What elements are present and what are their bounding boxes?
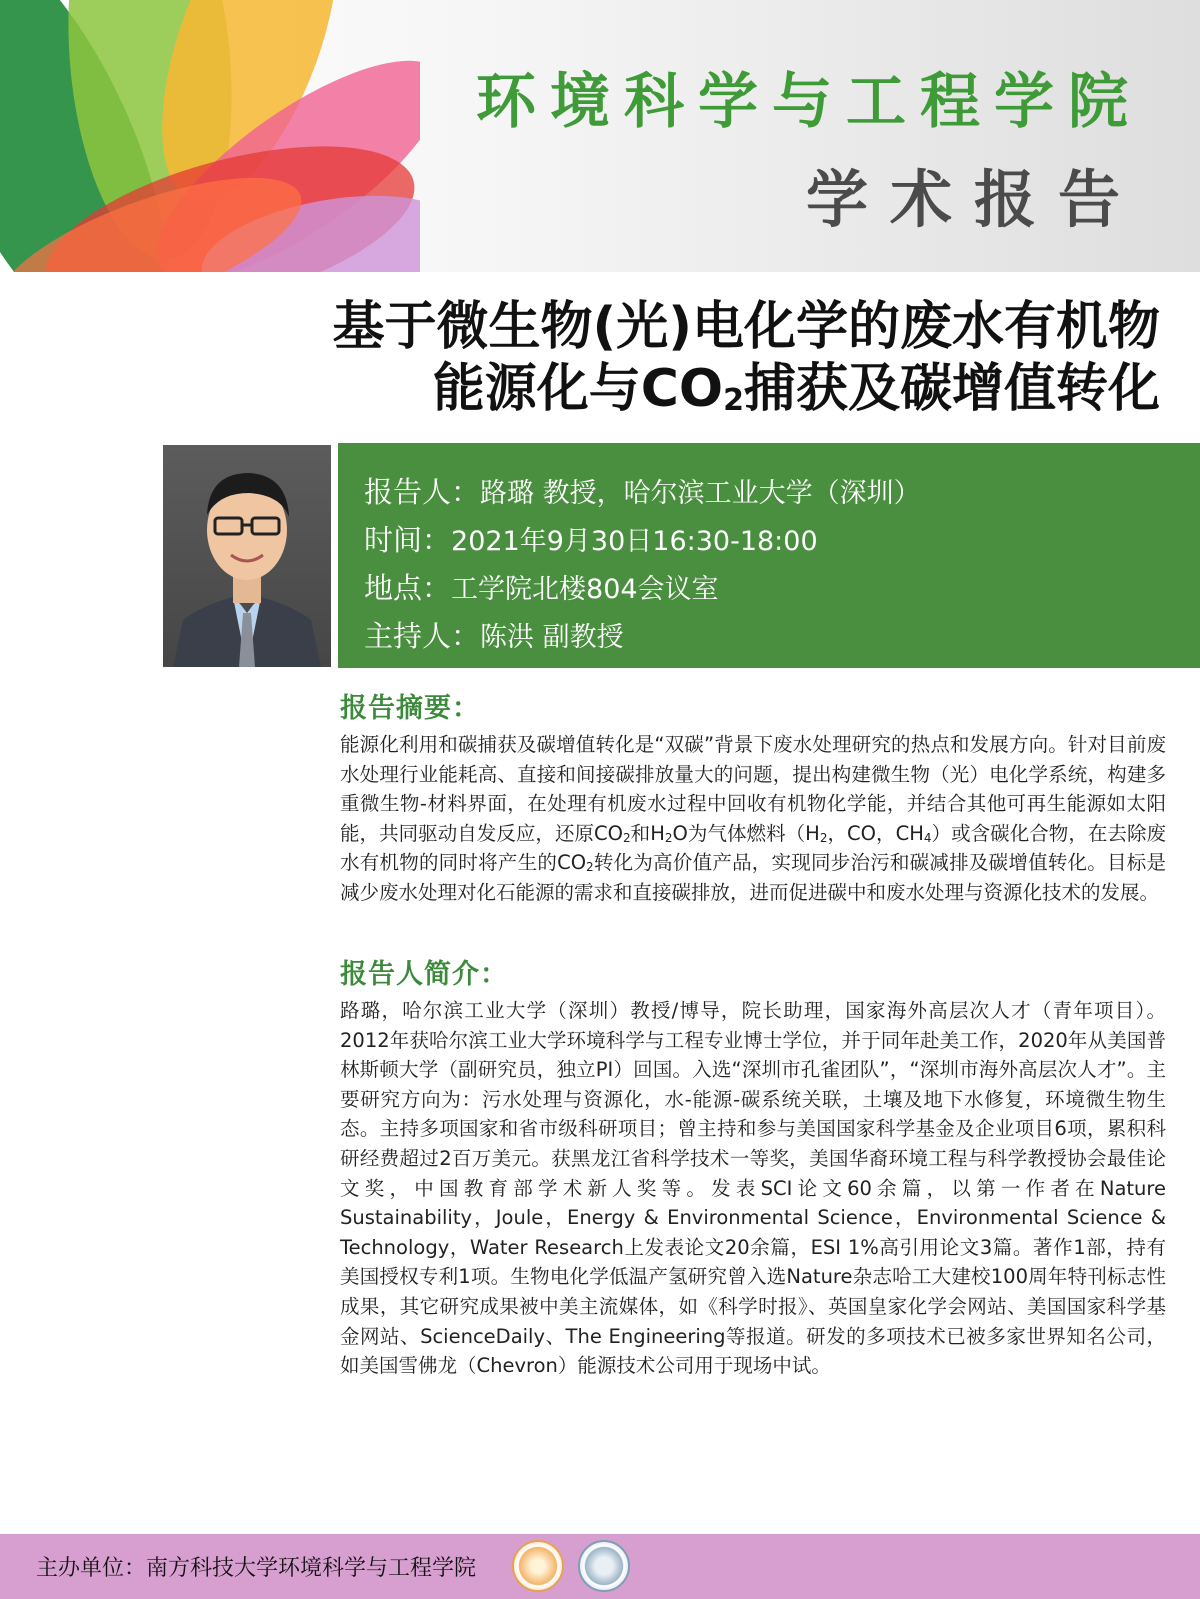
speaker-label: 报告人： — [364, 475, 481, 509]
report-label: 学术报告 — [805, 163, 1142, 236]
organizer-text: 主办单位：南方科技大学环境科学与工程学院 — [36, 1556, 477, 1581]
time-label: 时间： — [364, 523, 452, 557]
college-name: 环境科学与工程学院 — [476, 67, 1142, 137]
header-banner — [0, 0, 1200, 272]
university-logo-icon — [512, 1540, 564, 1592]
speaker-row — [364, 469, 1200, 517]
abstract-heading: 报告摘要： — [340, 693, 480, 724]
footer-bar — [0, 1534, 1200, 1599]
time-value: 2021年9月30日16:30-18:00 — [451, 526, 818, 557]
bio-text: 路璐，哈尔滨工业大学（深圳）教授/博导，院长助理，国家海外高层次人才（青年项目）。2012年获哈尔滨工业大学环境科学与工程专业博士学位，并于同年赴美工作，2020年从美国普林斯顿大学（副研究员，独立PI）回国。入选“深圳市孔雀团队”，“深圳市海外高层次人才”。主要研究方向为：污水处理与资源化，水-能源-碳系统关联，土壤及地下水修复，环境微生物生态。主持多项国家和省市级科研项目；曾主持和参与美国国家科学基金及企业项目6项，累积科研经费超过2百万美元。获黑龙江省科学技术一等奖，美国华裔环境工程与科学教授协会最佳论文奖，中国教育部学术新人奖等。发表SCI论文60余篇，以第一作者在Nature Sustainability，Joule，Energy & Environmental Science，Environmental Science & Technology，Water Research上发表论文20余篇，ESI 1%高引用论文3篇。著作1部，持有美国授权专利1项。生物电化学低温产氢研究曾入选Nature杂志哈工大建校100周年特刊标志性成果，其它研究成果被中美主流媒体，如《科学时报》、英国皇家化学会网站、美国国家科学基金网站、ScienceDaily、The Engineering等报道。研发的多项技术已被多家世界知名公司，如美国雪佛龙（Chevron）能源技术公司用于现场中试。 — [340, 999, 1166, 1378]
speaker-value: 路璐 教授，哈尔滨工业大学（深圳） — [480, 478, 921, 509]
speaker-portrait — [163, 445, 331, 667]
title-line-2: 能源化与$CO_2$捕获及碳增值转化 — [432, 359, 1160, 419]
lecture-info-box — [338, 443, 1200, 668]
time-row — [364, 517, 1200, 565]
host-label: 主持人： — [364, 619, 481, 653]
abstract-text: 能源化利用和碳捕获及碳增值转化是“双碳”背景下废水处理研究的热点和发展方向。针对目前废水处理行业能耗高、直接和间接碳排放量大的问题，提出构建微生物（光）电化学系统，构建多重微生物-材料界面，在处理有机废水过程中回收有机物化学能，并结合其他可再生能源如太阳能，共同驱动自发反应，还原$CO_2$和$H_2O$为气体燃料（$H_2$，CO，$CH_4$）或含碳化合物，在去除废水有机物的同时将产生的$CO_2$转化为高价值产品，实现同步治污和碳减排及碳增值转化。目标是减少废水处理对化石能源的需求和直接碳排放，进而促进碳中和废水处理与资源化技术的发展。 — [340, 733, 1166, 904]
location-value: 工学院北楼804会议室 — [451, 574, 719, 605]
petal-decoration — [0, 0, 420, 272]
school-logo-icon — [578, 1540, 630, 1592]
host-row — [364, 613, 1200, 661]
location-row — [364, 565, 1200, 613]
location-label: 地点： — [364, 571, 452, 605]
lecture-title — [260, 296, 1160, 420]
bio-heading: 报告人简介： — [340, 959, 508, 990]
title-line-1: 基于微生物(光)电化学的废水有机物 — [332, 297, 1160, 357]
speaker-photo — [163, 445, 331, 667]
host-value: 陈洪 副教授 — [480, 622, 624, 653]
